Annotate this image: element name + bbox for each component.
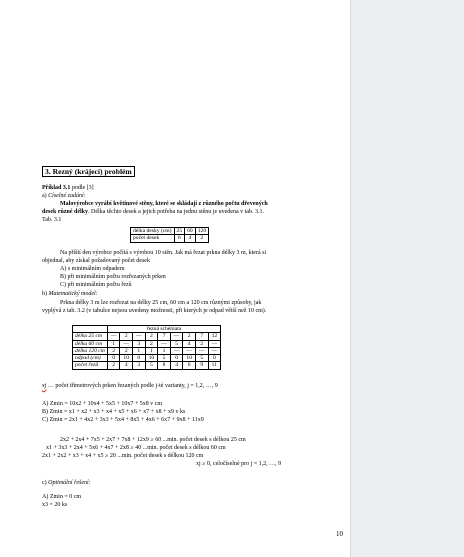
solution-line1: A) Zmin = 0 cm <box>42 494 82 500</box>
table-3-2-cell: — <box>195 347 208 354</box>
table-3-2-cell: — <box>208 340 221 347</box>
task-item-c: C) při minimálním počtu řezů <box>60 282 132 288</box>
table-3-2-cell: 2 <box>107 347 120 354</box>
table-3-2-cell: — <box>208 347 221 354</box>
table-3-2-row-label: délka 25 cm <box>73 333 108 340</box>
table-3-2-cell: 2 <box>120 347 133 354</box>
table-3-2-row-label: odpad (cm) <box>73 355 108 362</box>
intro-line1: Malovýrobce vyrábí květinové stěny, které se skládají z různého počtu dřevených <box>60 201 268 207</box>
viewer-background <box>350 0 464 557</box>
table-3-2-cell: 2 <box>145 340 158 347</box>
table-3-2-cell: 4 <box>183 340 196 347</box>
table-3-2-row-label: počet řezů <box>73 362 108 369</box>
part-a-label: a) <box>42 193 47 199</box>
table-3-2-cell: 1 <box>145 347 158 354</box>
table-3-2-cell: — <box>183 347 196 354</box>
table-3-2-cell: 5 <box>158 355 171 362</box>
model-line1: Prkna délky 3 m lze rozřezat na délky 25 cm, 60 cm a 120 cm různými způsoby, jak <box>60 300 262 306</box>
table-3-2-cell: 5 <box>145 362 158 369</box>
table-3-2-cell: 10 <box>120 355 133 362</box>
part-b-label: b) <box>42 291 47 297</box>
table-3-2-cell: 2 <box>120 333 133 340</box>
part-a-title: Císelné zadání: <box>48 193 86 199</box>
table-3-2-cell: 10 <box>145 355 158 362</box>
intro-rest2: . Délka těchto desek a jejich potřeba na jednu stěnu je uvedena v tab. 3.1. <box>88 209 264 215</box>
constraint-25cm: 2x2 + 2x4 + 7x5 + 2x7 + 7x8 + 12x9 ≥ 60 ...min. počet desek s délkou 25 cm <box>60 437 246 443</box>
table-3-2-header: řezná schémata <box>107 326 220 333</box>
table-3-2-cell: — <box>158 340 171 347</box>
table-3-2-cell: 3 <box>133 362 146 369</box>
table-3-2-row-label: délka 120 cm <box>73 347 108 354</box>
page-number: 10 <box>336 530 343 538</box>
table-3-1-cell: 120 <box>195 228 208 235</box>
constraint-integer: xj ≥ 0, celočíselné pro j = 1,2, …, 9 <box>196 461 282 467</box>
task-line2: objednal, aby získal požadovaný počet desek <box>42 258 150 264</box>
table-3-2-row <box>73 333 221 340</box>
table-3-2-cell: 12 <box>208 333 221 340</box>
table-3-2-cell: 0 <box>133 355 146 362</box>
task-item-a: A) s minimálním odpadem <box>60 266 125 272</box>
table-3-1-row <box>131 235 209 242</box>
variable-definition <box>42 383 218 390</box>
table-3-1-cell: 4 <box>185 235 196 242</box>
variable-symbol: xj <box>42 383 47 389</box>
table-3-1-cell: 25 <box>174 228 185 235</box>
table-3-2-cell: — <box>107 333 120 340</box>
table-3-2-cell: 0 <box>107 355 120 362</box>
table-3-2-cell: 0 <box>170 355 183 362</box>
section-title: 3. Rezný (krájecí) problém <box>42 166 135 177</box>
table-3-1-cell: 2 <box>195 235 208 242</box>
table-3-2-row <box>73 355 221 362</box>
table-3-2-cell: 1 <box>107 340 120 347</box>
example-heading <box>42 185 94 192</box>
table-3-2-cell: 7 <box>158 333 171 340</box>
table-3-2-cell: 2 <box>107 362 120 369</box>
table-3-2-cell: 2 <box>145 333 158 340</box>
table-3-2-cell: 4 <box>170 362 183 369</box>
example-title: Příklad 3.1 <box>42 185 71 191</box>
table-3-2-row <box>73 347 221 354</box>
table-3-2-cell: 1 <box>133 347 146 354</box>
solution-line2: x3 = 20 ks <box>42 502 68 508</box>
constraint-60cm: x1 + 3x3 + 2x4 + 5x6 + 4x7 + 2x8 ≥ 40 ...min. počet desek s délkou 60 cm <box>46 445 226 451</box>
constraint-120cm: 2x1 + 2x2 + x3 + x4 + x5 ≥ 20 ...min. počet desek s délkou 120 cm <box>42 453 204 459</box>
table-3-2-cell: — <box>133 333 146 340</box>
part-c-heading <box>42 480 91 487</box>
table-3-2-corner <box>73 326 108 333</box>
table-3-2-row <box>73 340 221 347</box>
table-3-2-cell: 2 <box>195 340 208 347</box>
table-3-2-cell: 5 <box>195 355 208 362</box>
table-3-1-cell: 6 <box>174 235 185 242</box>
intro-bold2: desek různé délky <box>42 209 89 215</box>
table-3-1-row-label: délka desky (cm) <box>131 228 175 235</box>
task-item-b: B) při minimálním počtu rozřezaných prken <box>60 274 166 280</box>
table-3-2-row <box>73 362 221 369</box>
objective-c: C) Zmin = 2x1 + 4x2 + 3x3 + 5x4 + 8x5 + 4x6 + 6x7 + 9x8 + 11x9 <box>42 417 204 423</box>
table-3-1-cell: 60 <box>185 228 196 235</box>
example-source: podle [3] <box>71 185 94 191</box>
table-3-2-cell: 5 <box>170 340 183 347</box>
part-b-title: Matematický model: <box>48 291 98 297</box>
part-c-title: Optimální řešení: <box>48 480 91 486</box>
intro-line2 <box>42 209 264 216</box>
part-a-heading <box>42 193 86 200</box>
table-3-2-cell: 3 <box>133 340 146 347</box>
table-3-1-row-label: počet desek <box>131 235 175 242</box>
table-3-2-cell: 1 <box>158 347 171 354</box>
table-3-2-cell: — <box>170 333 183 340</box>
table-3-2-cell: — <box>170 347 183 354</box>
table-3-2-cell: 7 <box>195 333 208 340</box>
table-3-1 <box>130 227 209 243</box>
table-3-2-row-label: délka 60 cm <box>73 340 108 347</box>
table-3-2 <box>72 325 221 370</box>
tab31-label: Tab. 3.1 <box>42 217 62 223</box>
table-3-2-cell: 6 <box>183 362 196 369</box>
part-c-label: c) <box>42 480 47 486</box>
table-3-2-cell: 11 <box>208 362 221 369</box>
table-3-2-cell: 0 <box>208 355 221 362</box>
table-3-2-cell: 8 <box>158 362 171 369</box>
objective-b: B) Zmin = x1 + x2 + x3 + x4 + x5 + x6 + x7 + x8 + x9 v ks <box>42 409 186 415</box>
objective-a: A) Zmin = 10x2 + 10x4 + 5x5 + 10x7 + 5x8 v cm <box>42 401 163 407</box>
table-3-2-cell: 10 <box>183 355 196 362</box>
task-line1: Na příští den výrobce počítá s výrobou 10 stěn. Jak má řezat prkna délky 3 m, která si <box>60 250 267 256</box>
table-3-2-cell: 4 <box>120 362 133 369</box>
table-3-2-cell: — <box>120 340 133 347</box>
variable-text: … počet třímetrových prken řezaných podle j-té varianty, j = 1,2, …, 9 <box>47 383 218 389</box>
part-b-heading <box>42 291 98 298</box>
table-3-1-row <box>131 228 209 235</box>
table-3-2-cell: 2 <box>183 333 196 340</box>
table-3-2-cell: 9 <box>195 362 208 369</box>
model-line2: vyplývá z tab. 3.2 (v tabulce nejsou uvedeny možnosti, při kterých je odpad větší než 10 cm). <box>42 308 267 314</box>
table-3-2-header-row <box>73 326 221 333</box>
